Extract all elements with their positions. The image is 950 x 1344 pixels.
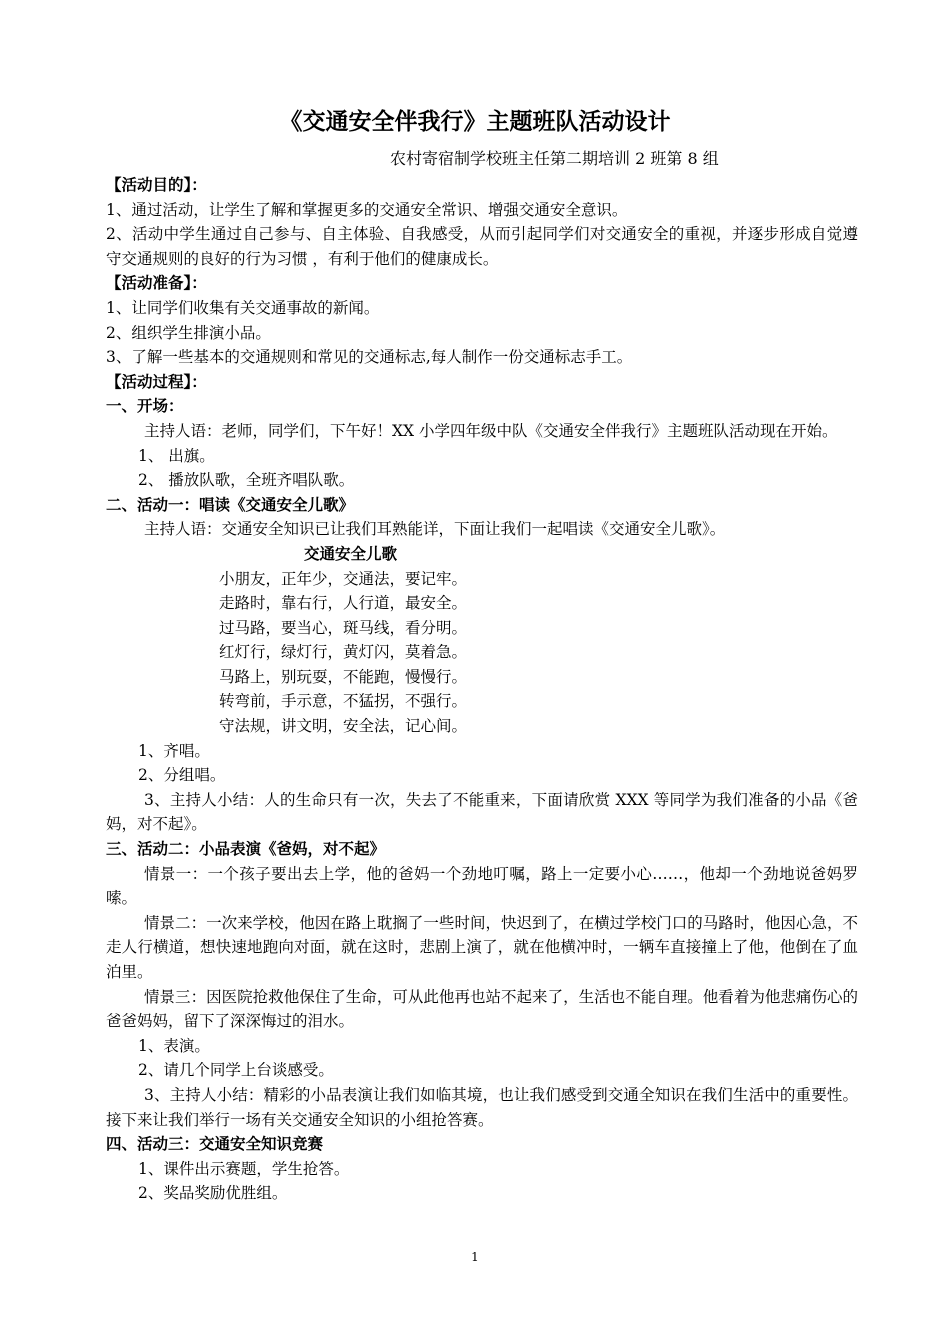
text-line: 1、通过活动，让学生了解和掌握更多的交通安全常识、增强交通安全意识。 xyxy=(106,200,628,219)
list-item: 1、 出旗。 xyxy=(138,446,215,465)
paragraph: 情景一：一个孩子要出去上学，他的爸妈一个劲地叮嘱，路上一定要小心……，他却一个劲地说爸妈罗嗦。 xyxy=(106,864,858,908)
poem-line: 过马路，要当心，斑马线，看分明。 xyxy=(219,618,468,637)
text-line: 主持人语：交通安全知识已让我们耳熟能详，下面让我们一起唱读《交通安全儿歌》。 xyxy=(144,520,726,539)
poem-line: 守法规，讲文明，安全法，记心间。 xyxy=(219,717,468,736)
section-heading: 【活动过程】： xyxy=(106,372,207,391)
document-subtitle: 农村寄宿制学校班主任第二期培训 2 班第 8 组 xyxy=(390,149,719,168)
section-heading: 一、开场： xyxy=(106,397,184,416)
paragraph: 2、活动中学生通过自己参与、自主体验、自我感受，从而引起同学们对交通安全的重视，并逐步形成自觉遵守交通规则的良好的行为习惯 ，有利于他们的健康成长。 xyxy=(106,225,858,268)
list-item: 2、奖品奖励优胜组。 xyxy=(138,1184,288,1203)
paragraph: 主持人语：老师，同学们，下午好！XX 小学四年级中队《交通安全伴我行》主题班队活动现在开始。 xyxy=(144,421,838,440)
poem-line: 红灯行，绿灯行，黄灯闪，莫着急。 xyxy=(219,643,468,662)
page-number: 1 xyxy=(471,1250,479,1264)
poem-line: 转弯前，手示意，不猛拐，不强行。 xyxy=(219,692,468,711)
paragraph: 情景二：一次来学校，他因在路上耽搁了一些时间，快迟到了，在横过学校门口的马路时，他因心急，不走人行横道，想快速地跑向对面，就在这时，悲剧上演了，就在他横冲时，一辆车直接撞上了他，他倒在了血泊里。 xyxy=(106,913,858,981)
list-item: 1、课件出示赛题，学生抢答。 xyxy=(138,1159,350,1178)
text-line: 1、让同学们收集有关交通事故的新闻。 xyxy=(106,298,380,317)
section-heading: 【活动准备】： xyxy=(106,274,207,293)
document-body xyxy=(106,173,858,1206)
section-heading: 【活动目的】： xyxy=(106,176,207,194)
list-item: 2、 播放队歌，全班齐唱队歌。 xyxy=(138,471,355,490)
list-item: 1、表演。 xyxy=(138,1036,210,1055)
list-item: 2、请几个同学上台谈感受。 xyxy=(138,1061,334,1080)
poem-line: 小朋友，正年少，交通法，要记牢。 xyxy=(219,569,468,588)
paragraph: 3、主持人小结：精彩的小品表演让我们如临其境，也让我们感受到交通全知识在我们生活中的重要性。接下来让我们举行一场有关交通安全知识的小组抢答赛。 xyxy=(106,1085,858,1129)
document-title: 《交通安全伴我行》主题班队活动设计 xyxy=(279,109,671,135)
poem-title: 交通安全儿歌 xyxy=(304,544,398,563)
section-heading: 四、活动三：交通安全知识竞赛 xyxy=(106,1135,324,1154)
section-heading: 三、活动二：小品表演《爸妈，对不起》 xyxy=(106,840,386,859)
poem-line: 走路时，靠右行，人行道，最安全。 xyxy=(219,594,468,613)
list-item: 2、分组唱。 xyxy=(138,766,226,785)
section-heading: 二、活动一：唱读《交通安全儿歌》 xyxy=(106,495,355,514)
list-item: 1、齐唱。 xyxy=(138,741,210,760)
poem-line: 马路上，别玩耍，不能跑，慢慢行。 xyxy=(219,667,468,686)
paragraph: 3、主持人小结：人的生命只有一次，失去了不能重来，下面请欣赏 XXX 等同学为我们准备的小品《爸妈，对不起》。 xyxy=(106,790,858,834)
text-line: 2、组织学生排演小品。 xyxy=(106,323,271,342)
paragraph: 情景三：因医院抢救他保住了生命，可从此他再也站不起来了，生活也不能自理。他看着为他悲痛伤心的爸爸妈妈，留下了深深悔过的泪水。 xyxy=(106,987,858,1031)
text-line: 3、了解一些基本的交通规则和常见的交通标志,每人制作一份交通标志手工。 xyxy=(106,348,633,367)
